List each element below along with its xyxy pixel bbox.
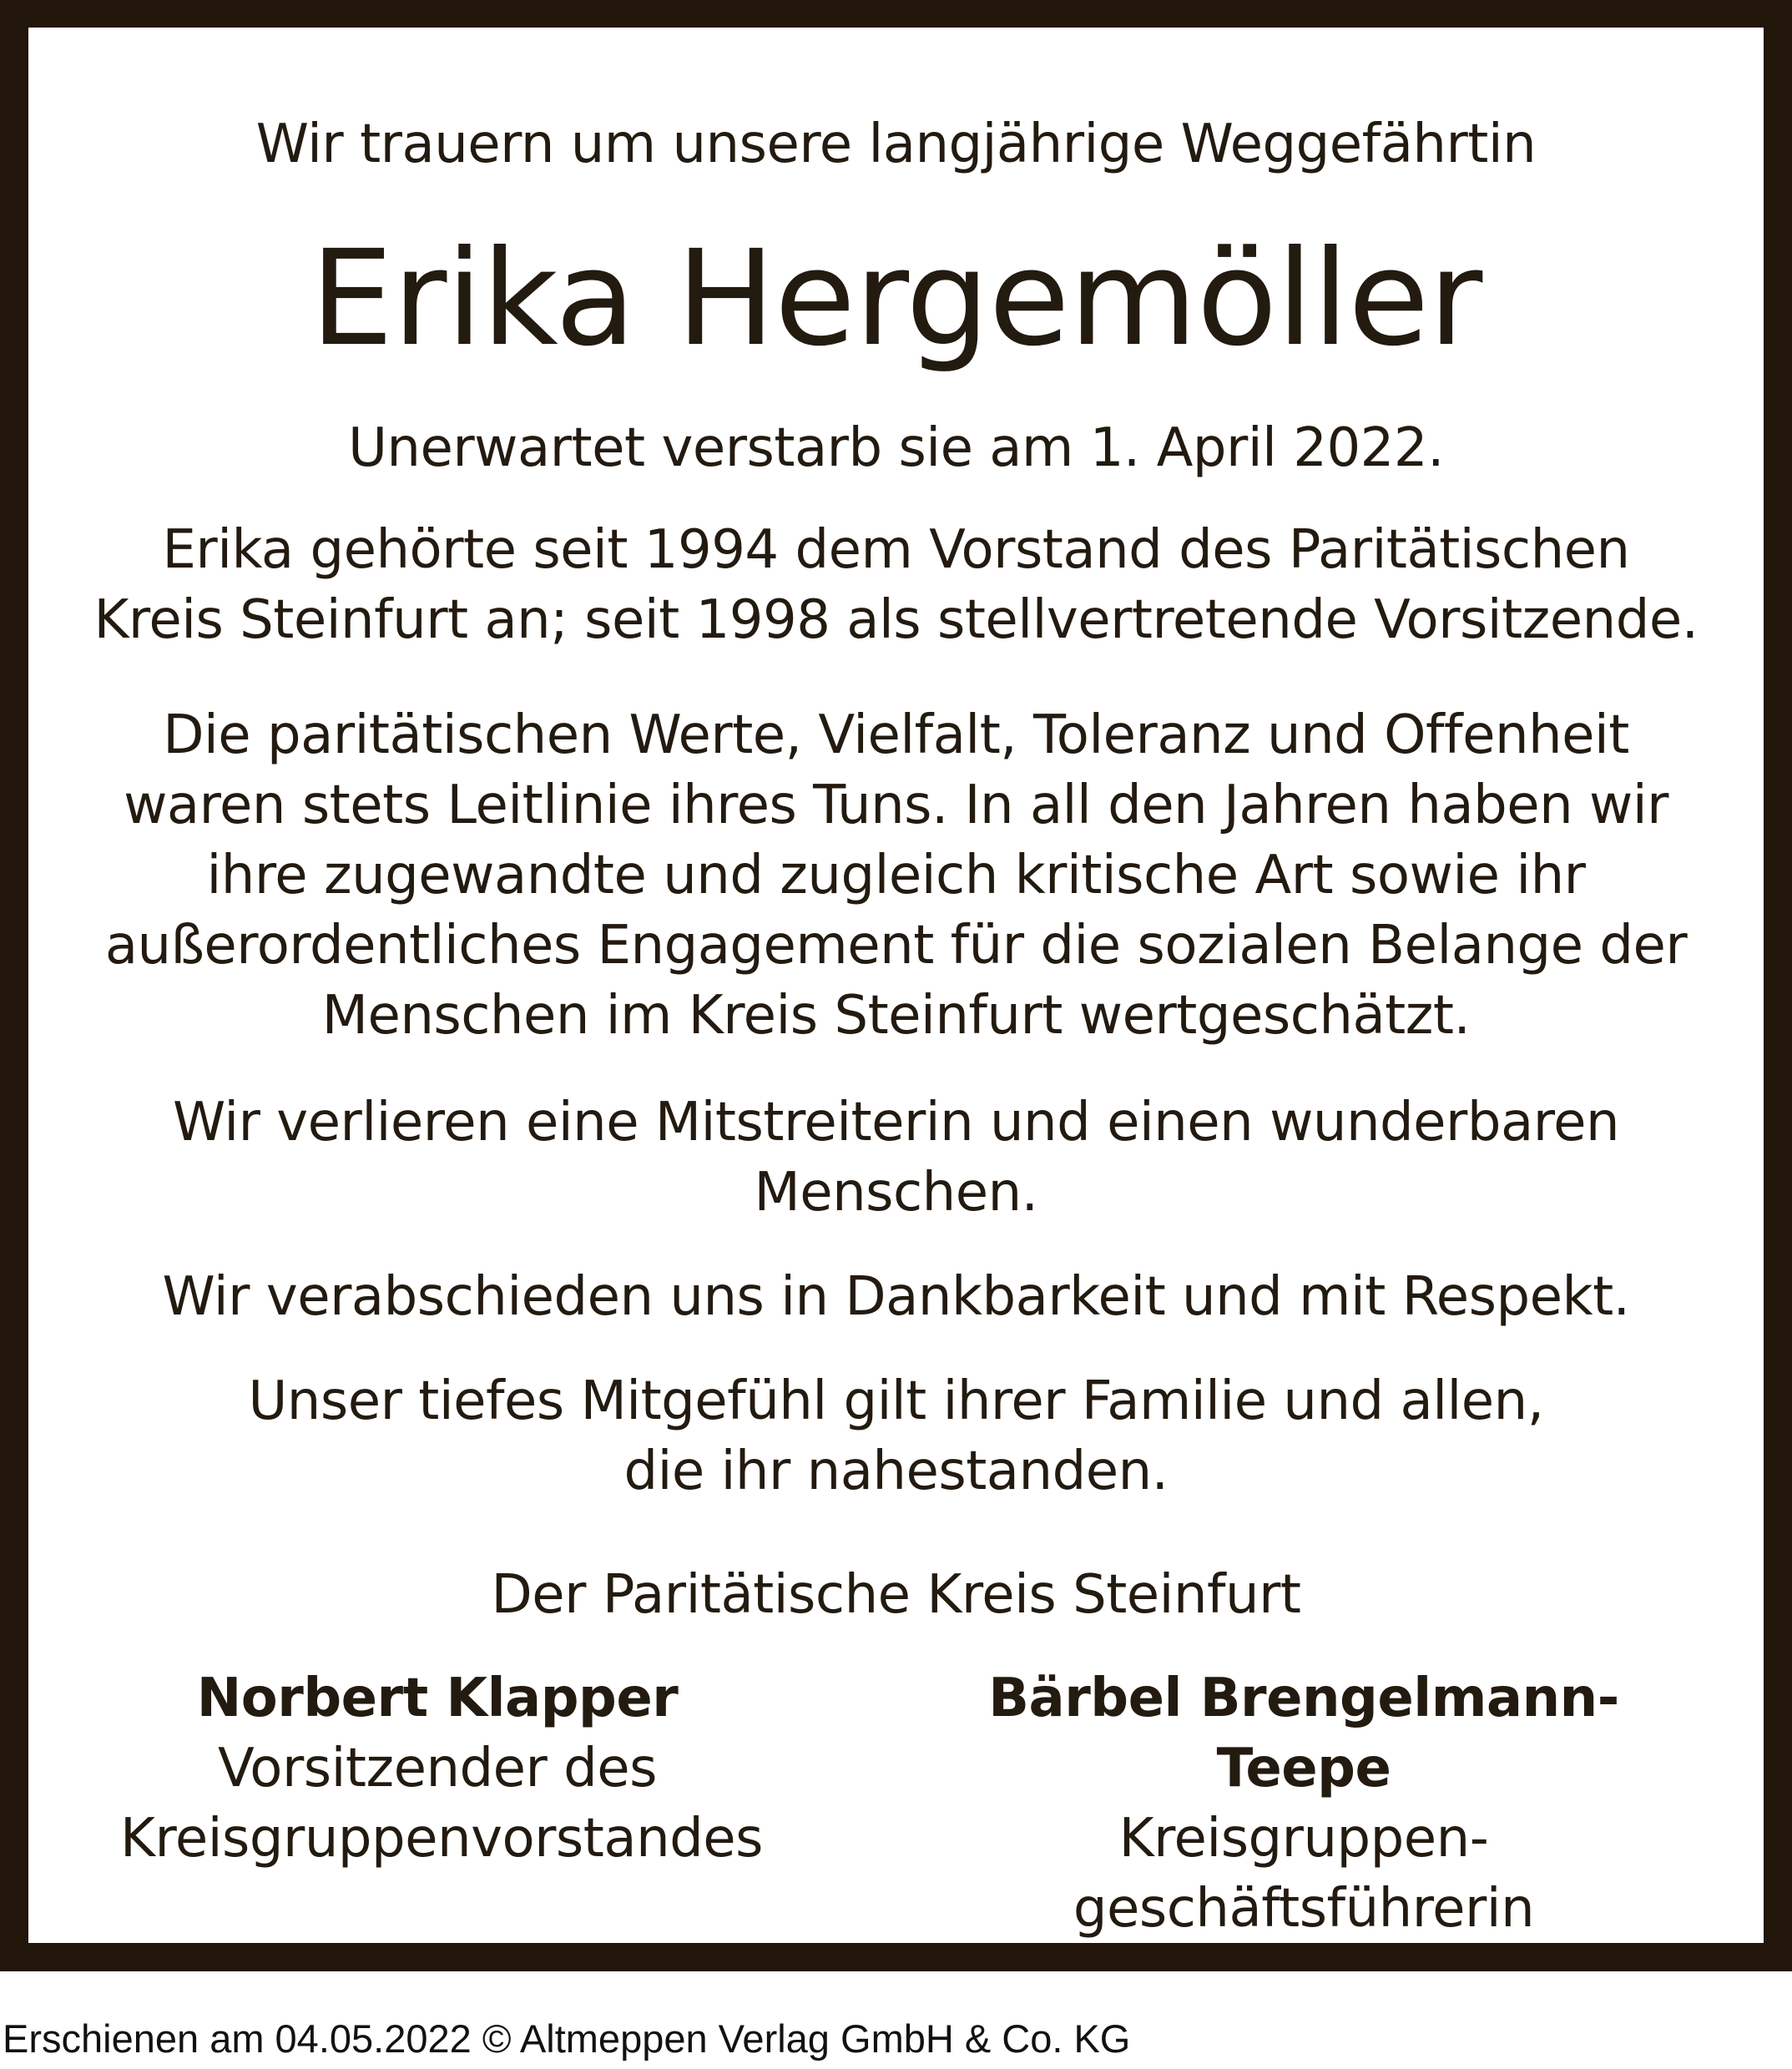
paragraph-5-line-1: Unser tiefes Mitgefühl gilt ihrer Familie und allen, [248, 1370, 1544, 1432]
death-date-line: Unerwartet verstarb sie am 1. April 2022. [348, 417, 1444, 479]
intro-line: Wir trauern um unsere langjährige Weggefährtin [255, 114, 1537, 175]
signatory-name: Norbert Klapper [196, 1668, 679, 1729]
signatory-role-line: Kreisgruppen- [1118, 1808, 1489, 1870]
deceased-name: Erika Hergemöller [310, 222, 1482, 376]
publication-footer: Erschienen am 04.05.2022 © Altmeppen Verlag GmbH & Co. KG [3, 2016, 1131, 2061]
paragraph-2-line-2: waren stets Leitlinie ihres Tuns. In all den Jahren haben wir [124, 775, 1668, 836]
paragraph-2-line-5: Menschen im Kreis Steinfurt wertgeschätzt. [321, 985, 1471, 1047]
paragraph-3-line-1: Wir verlieren eine Mitstreiterin und einen wunderbaren [172, 1092, 1620, 1153]
paragraph-3-line-2: Menschen. [754, 1162, 1038, 1224]
paragraph-2-line-3: ihre zugewandte und zugleich kritische Art sowie ihr [206, 845, 1586, 906]
signatory-right [987, 1663, 1621, 1944]
obituary-notice [28, 28, 1764, 1943]
signatory-name: Bärbel Brengelmann-Teepe [988, 1668, 1619, 1799]
paragraph-1-line-2: Kreis Steinfurt an; seit 1998 als stellvertretende Vorsitzende. [93, 589, 1699, 651]
paragraph-5-line-2: die ihr nahestanden. [623, 1441, 1169, 1502]
signatory-left [120, 1663, 763, 1874]
signatory-role-line: Vorsitzender des [217, 1738, 658, 1799]
paragraph-2-line-4: außerordentliches Engagement für die sozialen Belange der [104, 915, 1688, 976]
paragraph-2-line-1: Die paritätischen Werte, Vielfalt, Toleranz und Offenheit [163, 704, 1629, 766]
signatory-role-line: geschäftsführerin [1073, 1878, 1535, 1940]
paragraph-4: Wir verabschieden uns in Dankbarkeit und mit Respekt. [162, 1266, 1630, 1328]
signatory-role-line: Kreisgruppenvorstandes [120, 1808, 763, 1870]
paragraph-1-line-1: Erika gehörte seit 1994 dem Vorstand des Paritätischen [162, 519, 1630, 581]
organization-name: Der Paritätische Kreis Steinfurt [491, 1564, 1301, 1626]
